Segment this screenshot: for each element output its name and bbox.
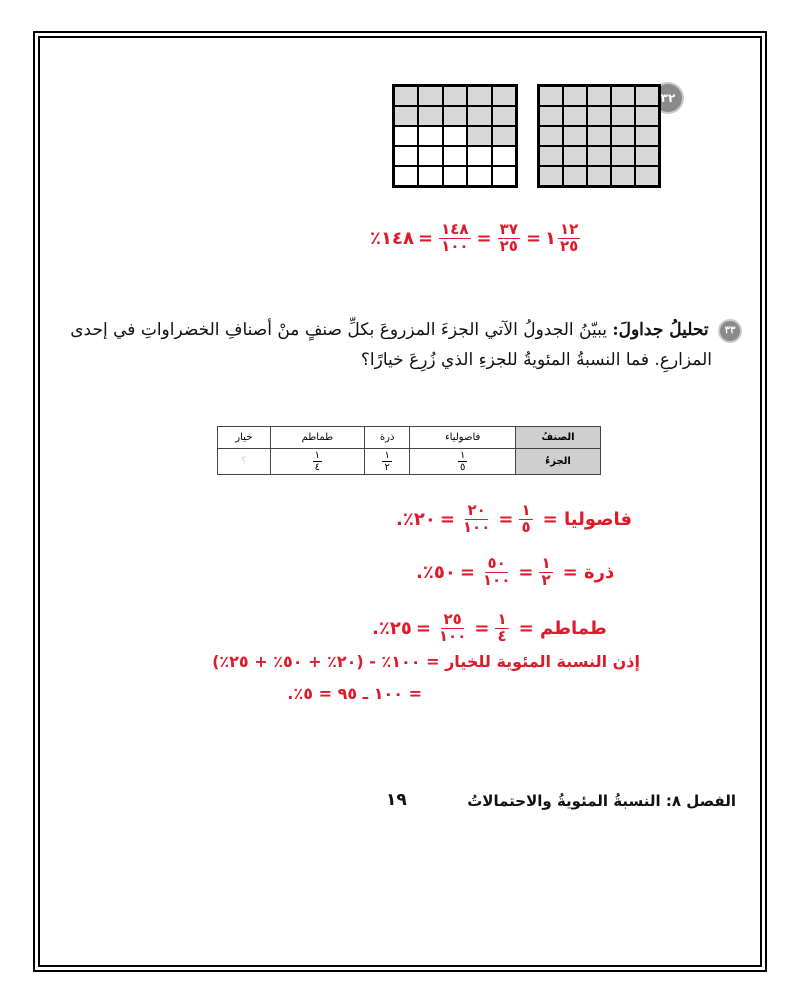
grid-cell bbox=[443, 126, 467, 146]
fraction bbox=[313, 450, 322, 473]
table-cell-tomato bbox=[270, 449, 364, 475]
grid-cell bbox=[587, 166, 611, 186]
numerator: ١ bbox=[497, 610, 507, 628]
fraction bbox=[495, 612, 508, 645]
grid-cell bbox=[492, 86, 516, 106]
denominator: ٢٥ bbox=[499, 236, 518, 255]
grid-cell bbox=[418, 106, 442, 126]
grid-cell bbox=[587, 106, 611, 126]
result: .٪٢٥ bbox=[372, 617, 412, 639]
numerator: ٢٥ bbox=[443, 610, 462, 628]
hundred-grid-partial bbox=[392, 84, 518, 188]
problem33-line1-text: يبيّنُ الجدولُ الآتي الجزءَ المزروعَ بكلِّ صنفٍ منْ أصنافِ الخضراواتِ في إحدى bbox=[70, 320, 607, 340]
table-cell-corn bbox=[365, 449, 410, 475]
grid-cell bbox=[587, 146, 611, 166]
solution-cucumber-result: = ١٠٠ ـ ٩٥ = ٥٪. bbox=[287, 684, 422, 703]
grid-cell bbox=[635, 166, 659, 186]
label: فاصوليا = bbox=[542, 508, 633, 530]
denominator: ٤ bbox=[314, 462, 321, 473]
grid-cell bbox=[467, 146, 491, 166]
problem33-lead: تحليلُ جداولَ: bbox=[612, 320, 709, 340]
grid-cell bbox=[539, 86, 563, 106]
grid-cell bbox=[418, 126, 442, 146]
numerator: ١ bbox=[541, 554, 551, 572]
unknown-placeholder: ؟ bbox=[241, 456, 247, 467]
grid-cell bbox=[587, 126, 611, 146]
fraction-hundredths bbox=[439, 222, 470, 255]
grid-cell bbox=[563, 146, 587, 166]
denominator: ٢ bbox=[541, 570, 551, 589]
denominator: ٢ bbox=[384, 462, 390, 473]
table-cell-beans bbox=[410, 449, 516, 475]
problem33-line2: المزارعِ. فما النسبةُ المئويةُ للجزءِ الذي زُرِعَ خيارًا؟ bbox=[360, 350, 712, 370]
grid-cell bbox=[394, 86, 418, 106]
grid-cell bbox=[418, 166, 442, 186]
grid-cell bbox=[394, 146, 418, 166]
grid-cell bbox=[563, 126, 587, 146]
numerator: ١٤٨ bbox=[441, 220, 469, 238]
grid-cell bbox=[394, 106, 418, 126]
numerator: ٥٠ bbox=[487, 554, 506, 572]
grid-cell bbox=[587, 86, 611, 106]
grid-cell bbox=[563, 86, 587, 106]
table-row-label: الجزءُ bbox=[516, 449, 601, 475]
numerator: ٢٠ bbox=[467, 501, 486, 519]
grid-cell bbox=[563, 106, 587, 126]
numerator: ١ bbox=[384, 450, 390, 461]
grid-cell bbox=[611, 86, 635, 106]
denominator: ١٠٠ bbox=[482, 570, 511, 589]
fraction bbox=[519, 503, 532, 536]
label: طماطم = bbox=[518, 617, 607, 639]
table-cell-cucumber bbox=[218, 449, 271, 475]
grid-cell bbox=[611, 146, 635, 166]
grid-cell bbox=[635, 86, 659, 106]
denominator: ٥ bbox=[459, 462, 466, 473]
equals-sign: = bbox=[417, 227, 434, 249]
mixed-whole: ١ bbox=[545, 227, 557, 249]
problem-number-badge: ٣٢ bbox=[654, 84, 682, 112]
problem33-line1 bbox=[50, 315, 740, 345]
denominator: ١٠٠ bbox=[462, 517, 491, 536]
result: .٪٢٠ bbox=[396, 508, 436, 530]
solution-corn: .٪٥٠ = $\frac{٥٠}{١٠٠}$ = $\frac{١}{٢}$ ذرة = bbox=[416, 554, 615, 589]
table-col-cucumber: خيار bbox=[218, 427, 271, 449]
hundred-grid-full bbox=[537, 84, 661, 188]
grid-cell bbox=[539, 106, 563, 126]
grid-cell bbox=[467, 126, 491, 146]
fraction bbox=[382, 450, 391, 473]
denominator: ١٠٠ bbox=[438, 626, 467, 645]
grid-cell bbox=[394, 166, 418, 186]
label: ذرة = bbox=[562, 561, 615, 583]
solution-beans: .٪٢٠ = $\frac{٢٠}{١٠٠}$ = $\frac{١}{٥}$ فاصوليا = bbox=[396, 501, 633, 536]
fraction bbox=[539, 556, 552, 589]
denominator: ٤ bbox=[497, 626, 507, 645]
numerator: ١ bbox=[459, 450, 466, 461]
denominator: ١٠٠ bbox=[441, 236, 469, 255]
table-row bbox=[218, 427, 601, 449]
problem33-text bbox=[50, 315, 740, 375]
fraction bbox=[461, 503, 492, 536]
grid-cell bbox=[539, 126, 563, 146]
equals-sign: = bbox=[476, 227, 492, 249]
solution-tomato: .٪٢٥ = $\frac{٢٥}{١٠٠}$ = $\frac{١}{٤}$ طماطم = bbox=[372, 610, 607, 645]
grid-cell bbox=[635, 126, 659, 146]
fraction bbox=[481, 556, 512, 589]
denominator: ٥ bbox=[521, 517, 531, 536]
grid-cell bbox=[467, 86, 491, 106]
grid-cell bbox=[539, 146, 563, 166]
fraction bbox=[437, 612, 468, 645]
grid-cell bbox=[539, 166, 563, 186]
equals-sign: = bbox=[525, 227, 542, 249]
table-col-corn: ذرة bbox=[365, 427, 410, 449]
chapter-title: الفصل ٨: النسبةُ المئويةُ والاحتمالاتُ bbox=[467, 792, 736, 810]
grid-cell bbox=[467, 166, 491, 186]
grid-cell bbox=[492, 166, 516, 186]
grid-cell bbox=[492, 146, 516, 166]
fraction-mixed bbox=[558, 222, 580, 255]
fraction bbox=[458, 450, 467, 473]
grid-cell bbox=[611, 106, 635, 126]
grid-cell bbox=[418, 146, 442, 166]
table-col-tomato: طماطم bbox=[270, 427, 364, 449]
result: .٪٥٠ bbox=[416, 561, 456, 583]
table-row bbox=[218, 449, 601, 475]
table-col-beans: فاصولياء bbox=[410, 427, 516, 449]
grid-cell bbox=[492, 106, 516, 126]
numerator: ١ bbox=[314, 450, 321, 461]
grid-cell bbox=[443, 106, 467, 126]
grid-cell bbox=[443, 86, 467, 106]
numerator: ٣٧ bbox=[499, 220, 518, 238]
numerator: ١ bbox=[521, 501, 531, 519]
grid-cell bbox=[394, 126, 418, 146]
grid-cell bbox=[443, 146, 467, 166]
fraction-improper bbox=[498, 222, 520, 255]
grid-cell bbox=[563, 166, 587, 186]
problem-number-badge: ٣٣ bbox=[720, 321, 740, 341]
page-number: ١٩ bbox=[386, 790, 407, 810]
table-header-label: الصنفُ bbox=[516, 427, 601, 449]
grid-cell bbox=[635, 106, 659, 126]
grid-cell bbox=[418, 86, 442, 106]
grid-cell bbox=[611, 126, 635, 146]
grid-cell bbox=[635, 146, 659, 166]
percent-sign: ٪ bbox=[370, 227, 381, 249]
problem32-answer bbox=[370, 222, 582, 255]
grid-cell bbox=[611, 166, 635, 186]
percent-value: ١٤٨ bbox=[381, 227, 414, 249]
denominator: ٢٥ bbox=[560, 236, 579, 255]
grid-cell bbox=[492, 126, 516, 146]
vegetables-table bbox=[217, 426, 601, 475]
grid-cell bbox=[443, 166, 467, 186]
numerator: ١٢ bbox=[560, 220, 579, 238]
grid-cell bbox=[467, 106, 491, 126]
solution-cucumber: إذن النسبة المئوية للخيار = ١٠٠٪ - (٢٠٪ + ٥٠٪ + ٢٥٪) bbox=[212, 652, 640, 671]
